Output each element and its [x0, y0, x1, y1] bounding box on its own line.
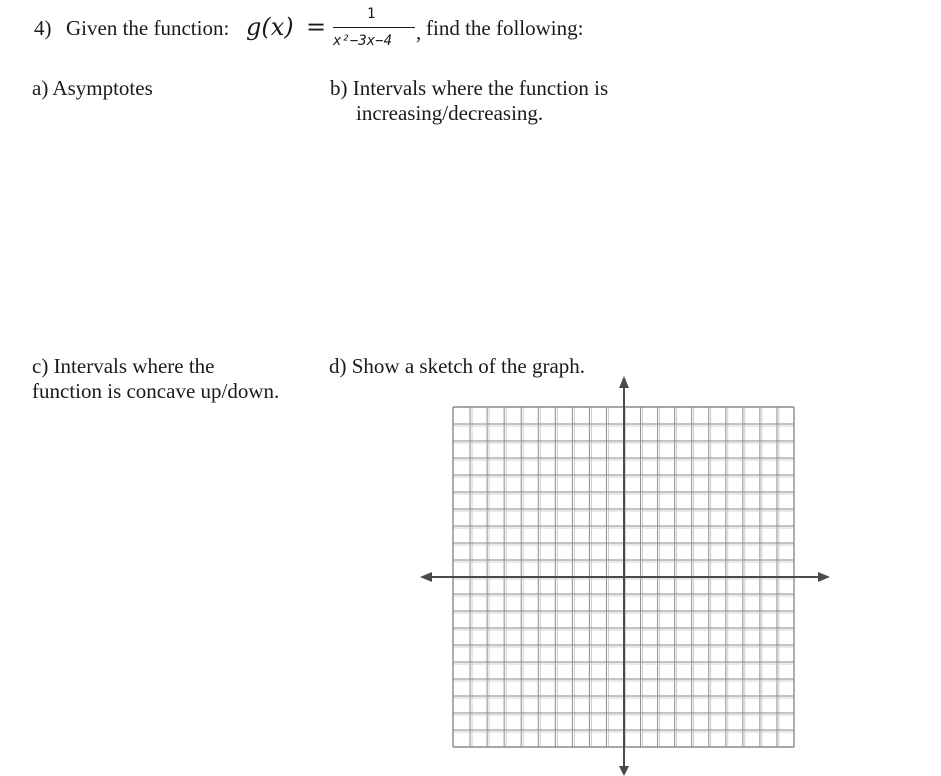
function-name: g(x) — [246, 13, 294, 41]
part-b-line1: b) Intervals where the function is — [330, 76, 609, 100]
part-c-line2: function is concave up/down. — [32, 379, 280, 403]
y-axis-up-arrow-icon — [619, 376, 629, 388]
fraction-denominator: x²−3x−4 — [333, 33, 393, 49]
part-c-line1: c) Intervals where the — [32, 354, 215, 378]
comma: , — [416, 20, 422, 44]
x-axis-right-arrow-icon — [818, 572, 830, 582]
y-axis-down-arrow-icon — [619, 766, 629, 776]
part-d-label: d) Show a sketch of the graph. — [329, 354, 586, 378]
part-a-label: a) Asymptotes — [32, 76, 153, 100]
x-axis-left-arrow-icon — [420, 572, 432, 582]
question-tail: find the following: — [426, 16, 584, 40]
question-lead: Given the function: — [66, 16, 230, 40]
fraction-numerator: 1 — [367, 6, 376, 22]
part-b-line2: increasing/decreasing. — [356, 101, 544, 125]
question-number: 4) — [34, 16, 52, 40]
axes — [420, 376, 830, 776]
equals-sign: = — [306, 13, 327, 41]
